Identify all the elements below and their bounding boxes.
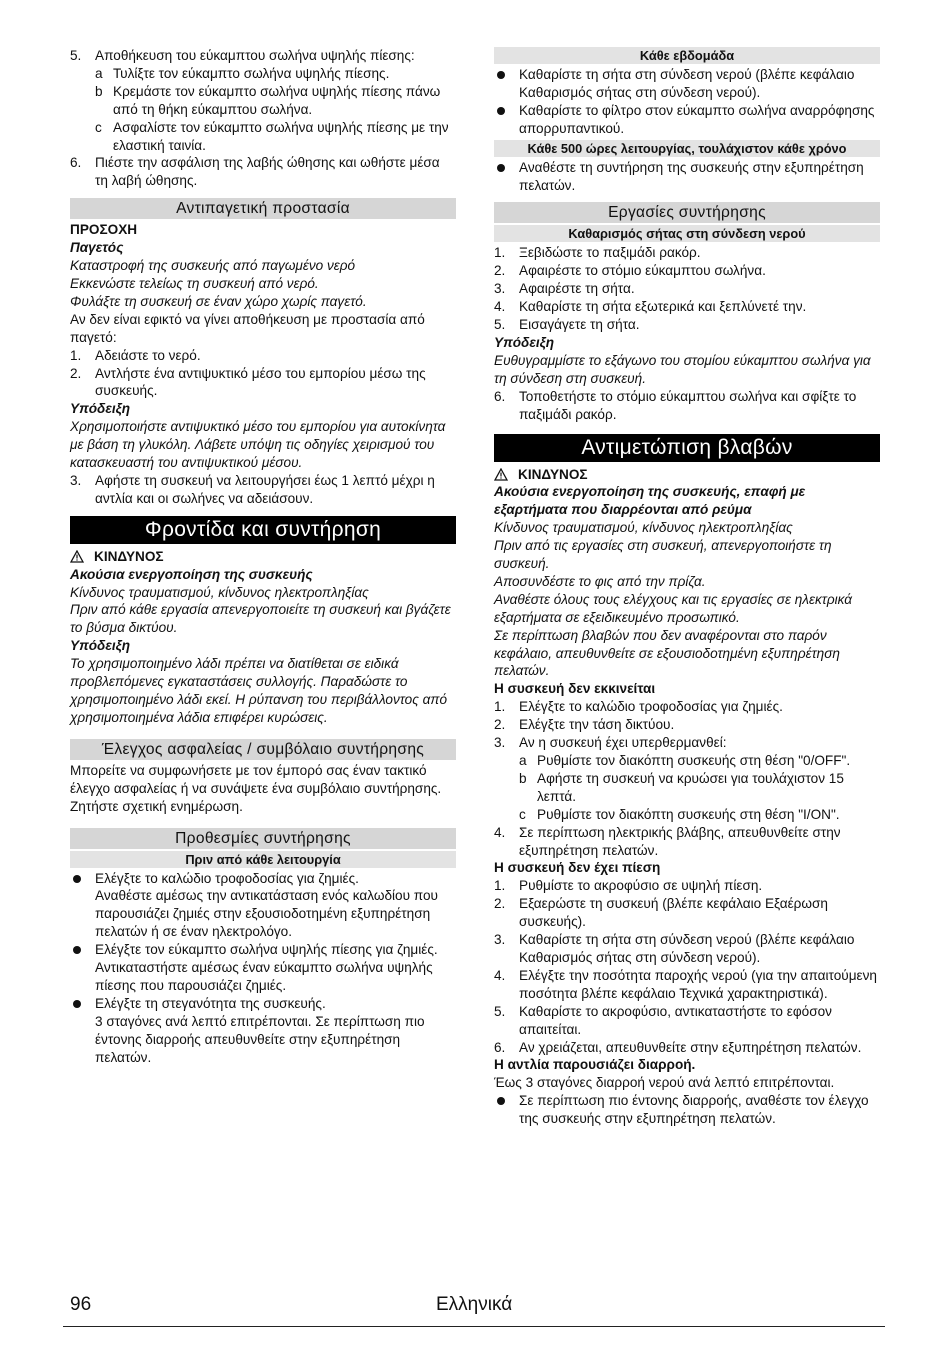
bullet-item: Ελέγξτε το καλώδιο τροφοδοσίας για ζημιές.: [70, 870, 456, 888]
page-number: 96: [70, 1294, 92, 1315]
fault-title: Η συσκευή δεν έχει πίεση: [494, 860, 661, 876]
list-item: 3. Καθαρίστε τη σήτα στη σύνδεση νερού (βλέπε κεφάλαιο Καθαρισμός σήτας στη σύνδεση νερού).: [494, 932, 855, 965]
bullet-continuation: Αναθέστε αμέσως την αντικατάσταση ενός καλωδίου που παρουσιάζει ζημιές στην εξουσιοδοτημένη εξυπηρέτηση πελατών ή σε έναν ηλεκτρολόγο.: [95, 888, 438, 940]
list-item: 3. Αν η συσκευή έχει υπερθερμανθεί:: [494, 735, 727, 751]
bullet-icon: [494, 102, 519, 138]
caution-label: ΠΡΟΣΟΧΗ: [70, 222, 138, 238]
caution-text: Φυλάξτε τη συσκευή σε έναν χώρο χωρίς παγετό.: [70, 293, 367, 309]
sub-list-item: c Ρυθμίστε τον διακόπτη συσκευής στη θέση "I/ON".: [519, 806, 840, 822]
caution-text: Καταστροφή της συσκευής από παγωμένο νερό: [70, 258, 356, 274]
section-heading-antifreeze: Αντιπαγετική προστασία: [70, 198, 456, 219]
list-item: 2. Ελέγξτε την τάση δικτύου.: [494, 717, 675, 733]
bullet-icon: [494, 159, 519, 195]
danger-text: Σε περίπτωση βλαβών που δεν αναφέρονται στο παρόν κεφάλαιο, απευθυνθείτε σε εξουσιοδοτημένη εξυπηρέτηση πελατών.: [494, 627, 840, 679]
danger-text: Πριν από τις εργασίες στη συσκευή, απενεργοποιήστε τη συσκευή.: [494, 538, 832, 572]
sub-list-item: a Τυλίξτε τον εύκαμπτο σωλήνα υψηλής πίεσης.: [95, 65, 390, 81]
list-item: 5. Αποθήκευση του εύκαμπτου σωλήνα υψηλής πίεσης:: [70, 48, 415, 63]
sub-list-item: b Αφήστε τη συσκευή να κρυώσει για τουλάχιστον 15 λεπτά.: [519, 770, 844, 804]
fault-title: Η συσκευή δεν εκκινείται: [494, 681, 656, 697]
note-label: Υπόδειξη: [70, 401, 131, 417]
bullet-icon: [70, 941, 95, 959]
bullet-icon: [70, 995, 95, 1013]
bullet-item: Καθαρίστε τη σήτα στη σύνδεση νερού (βλέπε κεφάλαιο Καθαρισμός σήτας στη σύνδεση νερού).: [494, 66, 880, 102]
list-item: 3. Αφήστε τη συσκευή να λειτουργήσει έως 1 λεπτό μέχρι η αντλία και οι σωλήνες να αδειάσουν.: [70, 472, 435, 506]
bullet-item: Ελέγξτε τον εύκαμπτο σωλήνα υψηλής πίεσης για ζημιές.: [70, 941, 456, 959]
bullet-icon: [70, 870, 95, 888]
caution-text: Εκκενώστε τελείως τη συσκευή από νερό.: [70, 275, 319, 291]
bullet-icon: [494, 66, 519, 102]
bullet-icon: [494, 1092, 519, 1128]
note-text: Χρησιμοποιήστε αντιψυκτικό μέσο του εμπορίου για αυτοκίνητα με βάση τη γλυκόλη. Λάβετε υπόψη τις οδηγίες χειρισμού του κατασκευαστή του αντιψυκτικού μέσου.: [70, 419, 446, 471]
right-column: [494, 47, 880, 1128]
list-item: 1. Ξεβιδώστε το παξιμάδι ρακόρ.: [494, 245, 701, 261]
warning-triangle-icon: [70, 550, 84, 563]
bullet-item: Αναθέστε τη συντήρηση της συσκευής στην εξυπηρέτηση πελατών.: [494, 159, 880, 195]
danger-label: ΚΙΝΔΥΝΟΣ: [494, 466, 880, 484]
danger-title: Ακούσια ενεργοποίηση της συσκευής: [70, 566, 313, 582]
note-text: Το χρησιμοποιημένο λάδι πρέπει να διατίθεται σε ειδικά προβλεπόμενες εγκαταστάσεις συλλογής. Παραδώστε το χρησιμοποιημένο λάδι εκεί. Η ρύπανση του περιβάλλοντος από χρησιμοποιημένα λάδια επιφέρει κυρώσεις.: [70, 656, 448, 725]
bullet-item: Σε περίπτωση πιο έντονης διαρροής, αναθέστε τον έλεγχο της συσκευής στην εξυπηρέτηση πελατών.: [494, 1092, 880, 1128]
danger-text: Πριν από κάθε εργασία απενεργοποιείτε τη συσκευή και βγάζετε το βύσμα δικτύου.: [70, 602, 451, 636]
bullet-continuation: 3 σταγόνες ανά λεπτό επιτρέπονται. Σε περίπτωση πιο έντονης διαρροής απευθυνθείτε στην εξυπηρέτηση πελατών.: [95, 1013, 425, 1065]
bullet-continuation: Αντικαταστήστε αμέσως έναν εύκαμπτο σωλήνα υψηλής πίεσης που παρουσιάζει ζημιές.: [95, 960, 433, 993]
list-item: 5. Εισαγάγετε τη σήτα.: [494, 317, 640, 333]
list-item: 4. Καθαρίστε τη σήτα εξωτερικά και ξεπλύνετέ την.: [494, 299, 807, 315]
section-heading-deadlines: Προθεσμίες συντήρησης: [70, 828, 456, 849]
list-item: 1. Αδειάστε το νερό.: [70, 347, 201, 363]
danger-text: Κίνδυνος τραυματισμού, κίνδυνος ηλεκτροπληξίας: [70, 584, 369, 600]
list-item: 2. Αντλήστε ένα αντιψυκτικό μέσο του εμπορίου μέσω της συσκευής.: [70, 365, 426, 399]
chapter-heading-troubleshooting: Αντιμετώπιση βλαβών: [494, 434, 880, 462]
section-heading-contract: Έλεγχος ασφαλείας / συμβόλαιο συντήρησης: [70, 739, 456, 760]
list-item: 1. Ελέγξτε το καλώδιο τροφοδοσίας για ζημιές.: [494, 699, 783, 715]
paragraph: Αν δεν είναι εφικτό να γίνει αποθήκευση με προστασία από παγετό:: [70, 311, 425, 345]
paragraph: Μπορείτε να συμφωνήσετε με τον έμπορό σας έναν τακτικό έλεγχο ασφαλείας ή να συνάψετε ένα συμβόλαιο συντήρησης. Ζητήστε σχετική ενημέρωση.: [70, 762, 442, 814]
section-heading-works: Εργασίες συντήρησης: [494, 202, 880, 223]
list-item: 5. Καθαρίστε το ακροφύσιο, αντικαταστήστε το εφόσον απαιτείται.: [494, 1003, 832, 1037]
list-item: 4. Σε περίπτωση ηλεκτρικής βλάβης, απευθυνθείτε στην εξυπηρέτηση πελατών.: [494, 824, 841, 858]
paragraph: Έως 3 σταγόνες διαρροή νερού ανά λεπτό επιτρέπονται.: [494, 1075, 835, 1091]
danger-text: Κίνδυνος τραυματισμού, κίνδυνος ηλεκτροπληξίας: [494, 520, 793, 536]
footer-divider: [63, 1326, 885, 1327]
danger-text: Αναθέστε όλους τους ελέγχους και τις εργασίες σε ηλεκτρικά εξαρτήματα σε εξειδικευμένο προσωπικό.: [494, 591, 853, 625]
note-label: Υπόδειξη: [494, 334, 555, 350]
danger-text: Αποσυνδέστε το φις από την πρίζα.: [494, 573, 706, 589]
list-item: 1. Ρυθμίστε το ακροφύσιο σε υψηλή πίεση.: [494, 878, 763, 894]
sub-heading-500-hours: Κάθε 500 ώρες λειτουργίας, τουλάχιστον κάθε χρόνο: [494, 140, 880, 157]
sub-heading-before-each: Πριν από κάθε λειτουργία: [70, 851, 456, 868]
danger-title: Ακούσια ενεργοποίηση της συσκευής, επαφή με εξαρτήματα που διαρρέονται από ρεύμα: [494, 484, 806, 518]
danger-label: ΚΙΝΔΥΝΟΣ: [70, 548, 456, 566]
caution-title: Παγετός: [70, 240, 124, 256]
bullet-item: Καθαρίστε το φίλτρο στον εύκαμπτο σωλήνα αναρρόφησης απορρυπαντικού.: [494, 102, 880, 138]
left-column: [70, 47, 456, 1067]
bullet-item: Ελέγξτε τη στεγανότητα της συσκευής.: [70, 995, 456, 1013]
sub-list-item: b Κρεμάστε τον εύκαμπτο σωλήνα υψηλής πίεσης πάνω από τη θήκη εύκαμπτου σωλήνα.: [95, 83, 441, 117]
list-item: 6. Τοποθετήστε το στόμιο εύκαμπτου σωλήνα και σφίξτε το παξιμάδι ρακόρ.: [494, 388, 857, 422]
sub-heading-sieve: Καθαρισμός σήτας στη σύνδεση νερού: [494, 225, 880, 242]
list-item: 3. Αφαιρέστε τη σήτα.: [494, 281, 635, 297]
chapter-heading-care: Φροντίδα και συντήρηση: [70, 516, 456, 544]
sub-heading-weekly: Κάθε εβδομάδα: [494, 47, 880, 64]
list-item: 2. Εξαερώστε τη συσκευή (βλέπε κεφάλαιο Εξαέρωση συσκευής).: [494, 896, 828, 930]
fault-title: Η αντλία παρουσιάζει διαρροή.: [494, 1057, 696, 1073]
warning-triangle-icon: [494, 468, 508, 481]
list-item: 2. Αφαιρέστε το στόμιο εύκαμπτου σωλήνα.: [494, 263, 766, 279]
note-text: Ευθυγραμμίστε το εξάγωνο του στομίου εύκαμπτου σωλήνα για τη σύνδεση στη συσκευή.: [494, 352, 871, 386]
sub-list-item: c Ασφαλίστε τον εύκαμπτο σωλήνα υψηλής πίεσης με την ελαστική ταινία.: [95, 119, 449, 153]
list-item: 6. Αν χρειάζεται, απευθυνθείτε στην εξυπηρέτηση πελατών.: [494, 1039, 862, 1055]
list-item: 6. Πιέστε την ασφάλιση της λαβής ώθησης και ωθήστε μέσα τη λαβή ώθησης.: [70, 155, 440, 189]
footer-language: Ελληνικά: [436, 1294, 513, 1315]
note-label: Υπόδειξη: [70, 638, 131, 654]
sub-list-item: a Ρυθμίστε τον διακόπτη συσκευής στη θέση "0/OFF".: [519, 753, 851, 768]
list-item: 4. Ελέγξτε την ποσότητα παροχής νερού (για την απαιτούμενη ποσότητα βλέπε κεφάλαιο Τεχνικά χαρακτηριστικά).: [494, 967, 877, 1001]
